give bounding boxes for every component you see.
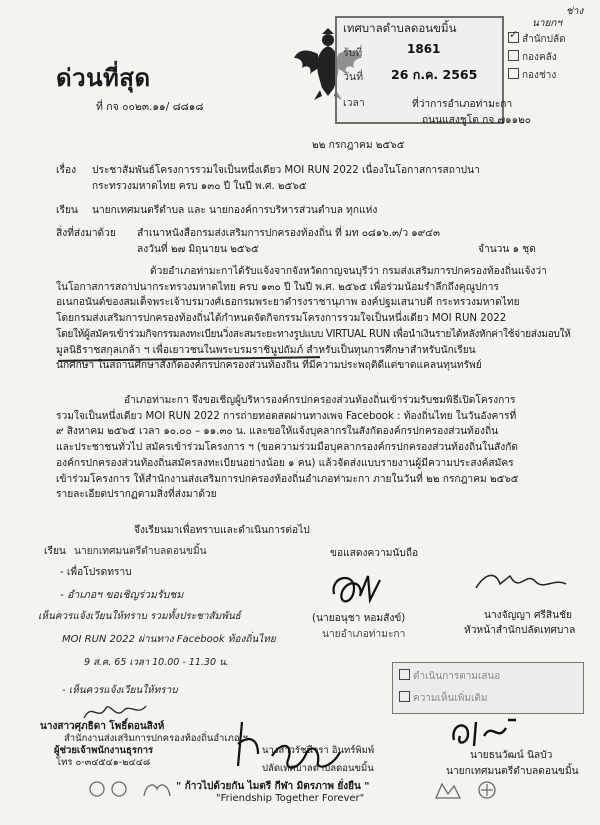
- note-item-1: - เพื่อโปรดทราบ: [60, 567, 132, 578]
- stamp-date-value: 26 ก.ค. 2565: [391, 67, 478, 82]
- body-paragraph-2: อำเภอท่ามะกา จึงขอเชิญผู้บริหารองค์กรปกครองส่วนท้องถิ่นเข้าร่วมรับชมพิธีเปิดโครงการ รวมใจเป็นหนึ่งเดียว MOI RUN 2022 การถ่ายทอดสดผ่านทางเพจ Facebook : ท้องถิ่นไทย ในวันอังคารที่ ๙ สิงหาคม ๒๕๖๕ เวลา ๑๐.๐๐ – ๑๑.๓๐ น. และขอให้แจ้งบุคลากรในสังกัดองค์กรปกครองส่วนท้องถิ่น และประชาชนทั่วไป สมัครเข้าร่วมโครงการ ฯ (ขอความร่วมมือบุคลากรองค์กรปกครองส่วนท้องถิ่นในสังกัด องค์กรปกครองส่วนท้องถิ่นสมัครลงทะเบียนอย่างน้อย ๑ คน) แล้วจัดส่งแบบรายงานผู้มีความประสงค์สมัคร เข้าร่วมโครงการ ให้สำนักงานส่งเสริมการปกครองท้องถิ่นอำเภอท่ามะกา ภายในวันที่ ๒๒ กรกฎาคม ๒๕๖๕ รายละเอียดปรากฏตามสิ่งที่ส่งมาด้วย: [56, 395, 519, 501]
- routing-top-note: นายกฯ: [532, 18, 562, 29]
- mayor-position: นายกเทศมนตรีตำบลดอนขมิ้น: [446, 766, 579, 777]
- stamp-time-label: เวลา: [343, 97, 365, 109]
- stamp-receive-no: 1861: [407, 42, 441, 56]
- to-text: นายกเทศมนตรีตำบล และ นายกองค์การบริหารส่วนตำบล ทุกแห่ง: [92, 205, 378, 216]
- enclosure-line-1: สำเนาหนังสือกรมส่งเสริมการปกครองท้องถิ่น ที่ มท ๐๘๑๖.๓/ว ๑๙๔๓: [137, 228, 440, 239]
- note-to-text: นายกเทศมนตรีตำบลดอนขมิ้น: [74, 546, 207, 557]
- note-handwritten-3: 9 ส.ค. 65 เวลา 10.00 - 11.30 น.: [84, 657, 229, 668]
- footer-logo-2-icon: [140, 780, 174, 798]
- stamp-date-label: วันที่: [343, 71, 363, 83]
- deputy-name: นางสาวรัชนีวรา อินทร์พิมพ์: [262, 745, 375, 756]
- routing-check-3: กองช่าง: [508, 68, 556, 83]
- checkbox-icon: ✓: [509, 28, 519, 41]
- stamp-receive-label: รับที่: [343, 47, 363, 59]
- routing-box: [392, 662, 584, 714]
- stamp-org: เทศบาลตำบลดอนขมิ้น: [343, 21, 457, 35]
- note-agency: สำนักงานส่งเสริมการปกครองท้องถิ่นอำเภอ ฯ: [64, 733, 248, 744]
- agency-name: ที่ว่าการอำเภอท่ามะกา: [412, 99, 513, 110]
- footer-logo-3-icon: [432, 780, 462, 800]
- urgent-heading: ด่วนที่สุด: [56, 64, 151, 92]
- respect-text: ขอแสดงความนับถือ: [330, 548, 419, 559]
- note-to-label: เรียน: [44, 546, 66, 557]
- clerk-chief-signature-icon: [470, 564, 570, 604]
- mayor-name: นายธนวัฒน์ นิลบัว: [470, 750, 553, 761]
- checkbox-icon: [399, 669, 410, 680]
- routing-check-2: กองคลัง: [508, 50, 557, 65]
- document-number: ที่ กจ ๐๐๒๓.๑๑/ ๘๘๑๘: [96, 101, 204, 113]
- body-paragraph-1: ด้วยอำเภอท่ามะกาได้รับแจ้งจากจังหวัดกาญจนบุรีว่า กรมส่งเสริมการปกครองท้องถิ่นแจ้งว่า ในโอกาสการสถาปนากระทรวงมหาดไทย ครบ ๑๓๐ ปี ในปี พ.ศ. ๒๕๖๕ เพื่อร่วมน้อมรำลึกถึงคุณูปการ อเนกอนันต์ของสมเด็จพระเจ้าบรมวงศ์เธอกรมพระยาดำรงราชานุภาพ องค์ปฐมเสนาบดี กระทรวงมหาดไทย โดยกรมส่งเสริมการปกครองท้องถิ่นได้กำหนดจัดกิจกรรมโครงการรวมใจเป็นหนึ่งเดียว MOI RUN 2022 โดยให้ผู้สมัครเข้าร่วมกิจกรรมลงทะเบียนวิ่งสะสมระยะทางรูปแบบ VIRTUAL RUN เพื่อนำเงินรายได้หลังหักค่าใช้จ่ายส่งมอบให้ มูลนิธิราชสกุลเกล้า ฯ เพื่อเยาวชนในพระบรมราชินูปถัมภ์ สำหรับเป็นทุนการศึกษาสำหรับนักเรียน นักศึกษา ในสถานศึกษาสังกัดองค์กรปกครองส่วนท้องถิ่น ที่มีความประพฤติดีแต่ขาดแคลนทุนทรัพย์: [56, 266, 571, 372]
- enclosure-qty: จำนวน ๑ ชุด: [478, 244, 536, 255]
- letter-date: ๒๒ กรกฎาคม ๒๕๖๕: [312, 140, 405, 151]
- clerk-chief-position: หัวหน้าสำนักปลัดเทศบาล: [464, 625, 576, 636]
- mayor-signature-icon: [446, 714, 526, 750]
- clerk-chief-name: นางจัญญา ศรีสินชัย: [484, 610, 572, 621]
- footer-logo-1-icon: [88, 780, 130, 798]
- to-label: เรียน: [56, 205, 78, 216]
- routing-option-2: ความเห็นเพิ่มเติม: [399, 691, 487, 706]
- footer-logo-4-icon: [470, 780, 504, 800]
- district-name: (นายอนุชา หอมสังข์): [312, 613, 406, 624]
- note-staff-position: ผู้ช่วยเจ้าพนักงานธุรการ: [54, 745, 154, 756]
- corner-note: ช่าง: [566, 6, 584, 17]
- subject-line-1: ประชาสัมพันธ์โครงการรวมใจเป็นหนึ่งเดียว MOI RUN 2022 เนื่องในโอกาสการสถาปนา: [92, 165, 480, 176]
- enclosure-line-2: ลงวันที่ ๒๗ มิถุนายน ๒๕๖๕: [137, 244, 259, 255]
- note-phone: โทร ๐-๓๔๕๔๑-๒๔๔๘: [56, 757, 151, 768]
- note-handwritten-4: - เห็นควรแจ้งเวียนให้ทราบ: [62, 685, 178, 696]
- checkbox-icon: [399, 691, 410, 702]
- checkbox-icon: [508, 68, 519, 79]
- footer-slogan-en: "Friendship Together Forever": [216, 793, 365, 804]
- routing-check-1: ✓ สำนักปลัด: [509, 28, 566, 45]
- note-staff-name: นางสาวศุภธิดา โพธิ์ดอนสิงห์: [40, 721, 165, 732]
- checkbox-icon: [508, 50, 519, 61]
- enclosure-label: สิ่งที่ส่งมาด้วย: [56, 228, 116, 239]
- agency-address: ถนนแสงชูโต กจ ๗๑๑๒๐: [422, 115, 531, 126]
- note-item-2: - อำเภอฯ ขอเชิญร่วมรับชม: [60, 589, 184, 601]
- deputy-position: ปลัดเทศบาลตำบลดอนขมิ้น: [262, 763, 374, 774]
- routing-option-1: ดำเนินการตามเสนอ: [399, 669, 500, 684]
- subject-line-2: กระทรวงมหาดไทย ครบ ๑๓๐ ปี ในปี พ.ศ. ๒๕๖๕: [92, 181, 307, 192]
- closing-line: จึงเรียนมาเพื่อทราบและดำเนินการต่อไป: [134, 525, 310, 536]
- note-handwritten-2: MOI RUN 2022 ผ่านทาง Facebook ท้องถิ่นไทย: [62, 634, 276, 645]
- note-handwritten-1: เห็นควรแจ้งเวียนให้ทราบ รวมทั้งประชาสัมพันธ์: [38, 611, 241, 622]
- district-position: นายอำเภอท่ามะกา: [322, 629, 406, 640]
- footer-slogan-th: " ก้าวไปด้วยกัน ไมตรี กีฬา มิตรภาพ ยั่งยืน ": [176, 781, 370, 792]
- subject-label: เรื่อง: [56, 165, 77, 176]
- district-signature-icon: [324, 566, 394, 616]
